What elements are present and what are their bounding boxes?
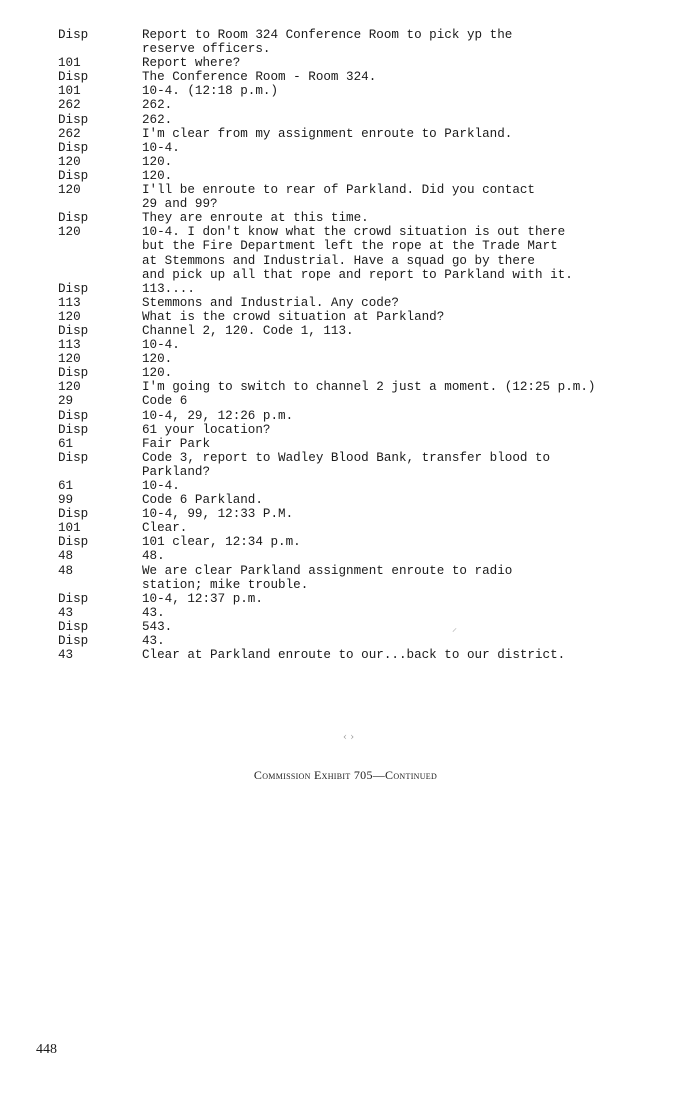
speaker-id: 99 xyxy=(58,493,74,508)
speaker-id: Disp xyxy=(58,112,89,127)
speaker-id: 262 xyxy=(58,126,81,141)
speaker-id: 113 xyxy=(58,295,81,310)
message-text: 262. xyxy=(142,112,173,127)
transcript-row xyxy=(58,437,658,451)
message-text: 543. xyxy=(142,619,173,634)
transcript-row xyxy=(58,451,658,479)
speaker-id: Disp xyxy=(58,507,89,522)
speaker-id: 120 xyxy=(58,309,81,324)
speaker-id: 120 xyxy=(58,154,81,169)
speaker-id: Disp xyxy=(58,366,89,381)
message-text: 262. xyxy=(142,98,173,113)
speaker-id: 48 xyxy=(58,563,74,578)
message-text: 120. xyxy=(142,168,173,183)
message-text: Stemmons and Industrial. Any code? xyxy=(142,295,399,310)
transcript-row xyxy=(58,549,658,563)
message-text: 61 your location? xyxy=(142,422,271,437)
message-text: 10-4. xyxy=(142,140,180,155)
transcript-row xyxy=(58,211,658,225)
speaker-id: 101 xyxy=(58,84,81,99)
speaker-id: Disp xyxy=(58,168,89,183)
transcript-row xyxy=(58,592,658,606)
speaker-id: Disp xyxy=(58,591,89,606)
speaker-id: Disp xyxy=(58,281,89,296)
message-text: 43. xyxy=(142,634,165,649)
speaker-id: Disp xyxy=(58,422,89,437)
transcript-row xyxy=(58,127,658,141)
transcript-row xyxy=(58,507,658,521)
message-text: They are enroute at this time. xyxy=(142,211,369,226)
message-text: Code 6 Parkland. xyxy=(142,493,263,508)
speaker-id: Disp xyxy=(58,450,89,465)
transcript-row xyxy=(58,225,658,281)
message-text: 10-4, 12:37 p.m. xyxy=(142,591,263,606)
speaker-id: Disp xyxy=(58,408,89,423)
transcript-row xyxy=(58,84,658,98)
transcript-row xyxy=(58,409,658,423)
speaker-id: 43 xyxy=(58,605,74,620)
transcript-row xyxy=(58,380,658,394)
transcript-row xyxy=(58,282,658,296)
speaker-id: 101 xyxy=(58,56,81,71)
speaker-id: Disp xyxy=(58,634,89,649)
transcript-row xyxy=(58,141,658,155)
speaker-id: 48 xyxy=(58,549,74,564)
message-text: Code 3, report to Wadley Blood Bank, transfer blood to Parkland? xyxy=(142,450,551,479)
radio-transcript xyxy=(58,28,658,662)
transcript-row xyxy=(58,296,658,310)
exhibit-caption: Commission Exhibit 705—Continued xyxy=(253,768,438,782)
speaker-id: 120 xyxy=(58,380,81,395)
transcript-row xyxy=(58,183,658,211)
transcript-row xyxy=(58,423,658,437)
transcript-row xyxy=(58,155,658,169)
message-text: Report to Room 324 Conference Room to pick yp the reserve officers. xyxy=(142,28,513,57)
transcript-row xyxy=(58,606,658,620)
speaker-id: Disp xyxy=(58,70,89,85)
page-number: 448 xyxy=(36,1042,57,1057)
message-text: 10-4, 99, 12:33 P.M. xyxy=(142,507,294,522)
speaker-id: 61 xyxy=(58,436,74,451)
message-text: Report where? xyxy=(142,56,241,71)
speaker-id: 29 xyxy=(58,394,74,409)
speaker-id: 61 xyxy=(58,479,74,493)
transcript-row xyxy=(58,564,658,592)
message-text: 101 clear, 12:34 p.m. xyxy=(142,535,301,550)
transcript-row xyxy=(58,479,658,493)
transcript-row xyxy=(58,648,658,662)
message-text: What is the crowd situation at Parkland? xyxy=(142,309,445,324)
transcript-row xyxy=(58,535,658,549)
speaker-id: 120 xyxy=(58,225,81,240)
transcript-row xyxy=(58,98,658,112)
message-text: 10-4, 29, 12:26 p.m. xyxy=(142,408,294,423)
speaker-id: 120 xyxy=(58,183,81,198)
scan-speck-mark: ‹ › xyxy=(343,732,355,743)
transcript-row xyxy=(58,366,658,380)
speaker-id: Disp xyxy=(58,28,89,42)
transcript-row xyxy=(58,70,658,84)
message-text: Clear. xyxy=(142,521,188,536)
transcript-row xyxy=(58,113,658,127)
transcript-row xyxy=(58,620,658,634)
transcript-row xyxy=(58,352,658,366)
transcript-row xyxy=(58,169,658,183)
message-text: We are clear Parkland assignment enroute to radio station; mike trouble. xyxy=(142,563,513,592)
message-text: 10-4. (12:18 p.m.) xyxy=(142,84,279,99)
speaker-id: Disp xyxy=(58,140,89,155)
message-text: 48. xyxy=(142,549,165,564)
message-text: Fair Park xyxy=(142,436,211,451)
transcript-row xyxy=(58,338,658,352)
transcript-row xyxy=(58,310,658,324)
transcript-row xyxy=(58,56,658,70)
message-text: 10-4. I don't know what the crowd situation is out there but the Fire Department left the rope at the Trade Mart at Stemmons and Industrial. Have a squad go by there and pick up all that rope and report to Parkland with it. xyxy=(142,225,573,282)
speaker-id: 43 xyxy=(58,648,74,663)
speaker-id: Disp xyxy=(58,211,89,226)
speaker-id: 113 xyxy=(58,338,81,353)
speaker-id: Disp xyxy=(58,619,89,634)
message-text: Channel 2, 120. Code 1, 113. xyxy=(142,323,354,338)
transcript-row xyxy=(58,634,658,648)
message-text: I'm going to switch to channel 2 just a moment. (12:25 p.m.) xyxy=(142,380,596,395)
message-text: 120. xyxy=(142,366,173,381)
transcript-row xyxy=(58,521,658,535)
scan-speck-mark: ⸝ xyxy=(452,623,457,634)
transcript-row xyxy=(58,394,658,408)
speaker-id: 262 xyxy=(58,98,81,113)
message-text: The Conference Room - Room 324. xyxy=(142,70,377,85)
message-text: 113.... xyxy=(142,281,195,296)
message-text: I'll be enroute to rear of Parkland. Did you contact 29 and 99? xyxy=(142,183,535,212)
message-text: 120. xyxy=(142,154,173,169)
transcript-row xyxy=(58,324,658,338)
speaker-id: Disp xyxy=(58,323,89,338)
message-text: 43. xyxy=(142,605,165,620)
transcript-row xyxy=(58,28,658,56)
message-text: I'm clear from my assignment enroute to Parkland. xyxy=(142,126,513,141)
speaker-id: 101 xyxy=(58,521,81,536)
speaker-id: Disp xyxy=(58,535,89,550)
transcript-row xyxy=(58,493,658,507)
message-text: 10-4. xyxy=(142,338,180,353)
message-text: Clear at Parkland enroute to our...back to our district. xyxy=(142,648,566,663)
message-text: 120. xyxy=(142,352,173,367)
message-text: Code 6 xyxy=(142,394,188,409)
message-text: 10-4. xyxy=(142,479,180,493)
speaker-id: 120 xyxy=(58,352,81,367)
